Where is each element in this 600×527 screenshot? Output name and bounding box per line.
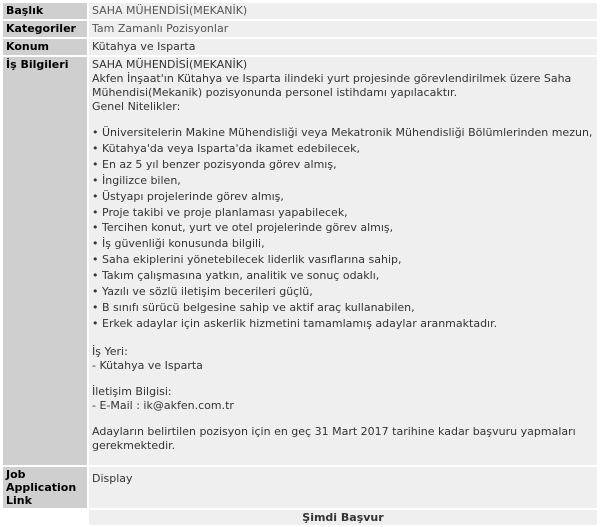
contact-title: İletişim Bilgisi: bbox=[92, 384, 172, 398]
title-label: Başlık bbox=[3, 3, 87, 19]
qualification-item: • İş güvenliği konusunda bilgili, bbox=[92, 236, 594, 252]
location-row bbox=[3, 39, 597, 55]
description-intro: Akfen İnşaat'ın Kütahya ve Isparta ilindeki yurt projesinde görevlendirilmek üzere Saha Mühendisi(Mekanik) pozisyonunda personel istihdamı yapılacaktır. bbox=[92, 72, 572, 99]
deadline-notice: Adayların belirtilen pozisyon için en geç 31 Mart 2017 tarihine kadar başvuru yapmaları gerekmektedir. bbox=[92, 424, 576, 452]
qualification-item: • B sınıfı sürücü belgesine sahip ve aktif araç kullanabilen, bbox=[92, 300, 594, 316]
qualification-item: • Saha ekiplerini yönetebilecek liderlik vasıflarına sahip, bbox=[92, 252, 594, 268]
job-description bbox=[89, 57, 597, 465]
application-link-row bbox=[3, 467, 597, 508]
job-info-row bbox=[3, 57, 597, 465]
workplace-title: İş Yeri: bbox=[92, 344, 128, 358]
job-details-table bbox=[1, 1, 599, 527]
apply-row bbox=[3, 510, 597, 525]
contact-email: - E-Mail : ik@akfen.com.tr bbox=[92, 398, 234, 412]
qualification-item: • Kütahya'da veya Isparta'da ikamet edebilecek, bbox=[92, 141, 594, 157]
categories-value: Tam Zamanlı Pozisyonlar bbox=[89, 21, 597, 37]
categories-row bbox=[3, 21, 597, 37]
qualification-item: • Erkek adaylar için askerlik hizmetini tamamlamış adaylar aranmaktadır. bbox=[92, 316, 594, 332]
categories-label: Kategoriler bbox=[3, 21, 87, 37]
spacer bbox=[92, 373, 594, 385]
qualifications-title: Genel Nitelikler: bbox=[92, 100, 181, 113]
qualification-item: • Proje takibi ve proje planlaması yapabilecek, bbox=[92, 205, 594, 221]
spacer bbox=[92, 332, 594, 345]
qualification-item: • İngilizce bilen, bbox=[92, 173, 594, 189]
location-label: Konum bbox=[3, 39, 87, 55]
job-info-label: İş Bilgileri bbox=[3, 57, 87, 465]
description-heading: SAHA MÜHENDİSİ(MEKANİK) bbox=[92, 58, 248, 71]
application-link-value[interactable]: Display bbox=[89, 467, 597, 508]
apply-now-button[interactable]: Şimdi Başvur bbox=[89, 510, 597, 525]
workplace-value: - Kütahya ve Isparta bbox=[92, 358, 203, 372]
apply-row-spacer bbox=[3, 510, 87, 525]
title-row bbox=[3, 3, 597, 19]
qualifications-list bbox=[92, 125, 594, 332]
qualification-item: • En az 5 yıl benzer pozisyonda görev almış, bbox=[92, 157, 594, 173]
title-value: SAHA MÜHENDİSİ(MEKANİK) bbox=[89, 3, 597, 19]
qualification-item: • Tercihen konut, yurt ve otel projelerinde görev almış, bbox=[92, 220, 594, 236]
spacer bbox=[92, 114, 594, 125]
qualification-item: • Üstyapı projelerinde görev almış, bbox=[92, 189, 594, 205]
qualification-item: • Takım çalışmasına yatkın, analitik ve sonuç odaklı, bbox=[92, 268, 594, 284]
spacer bbox=[92, 453, 594, 464]
location-value: Kütahya ve Isparta bbox=[89, 39, 597, 55]
qualification-item: • Yazılı ve sözlü iletişim becerileri güçlü, bbox=[92, 284, 594, 300]
application-link-label: Job Application Link bbox=[3, 467, 87, 508]
qualification-item: • Üniversitelerin Makine Mühendisliği veya Mekatronik Mühendisliği Bölümlerinden mezun, bbox=[92, 125, 594, 141]
spacer bbox=[92, 413, 594, 425]
